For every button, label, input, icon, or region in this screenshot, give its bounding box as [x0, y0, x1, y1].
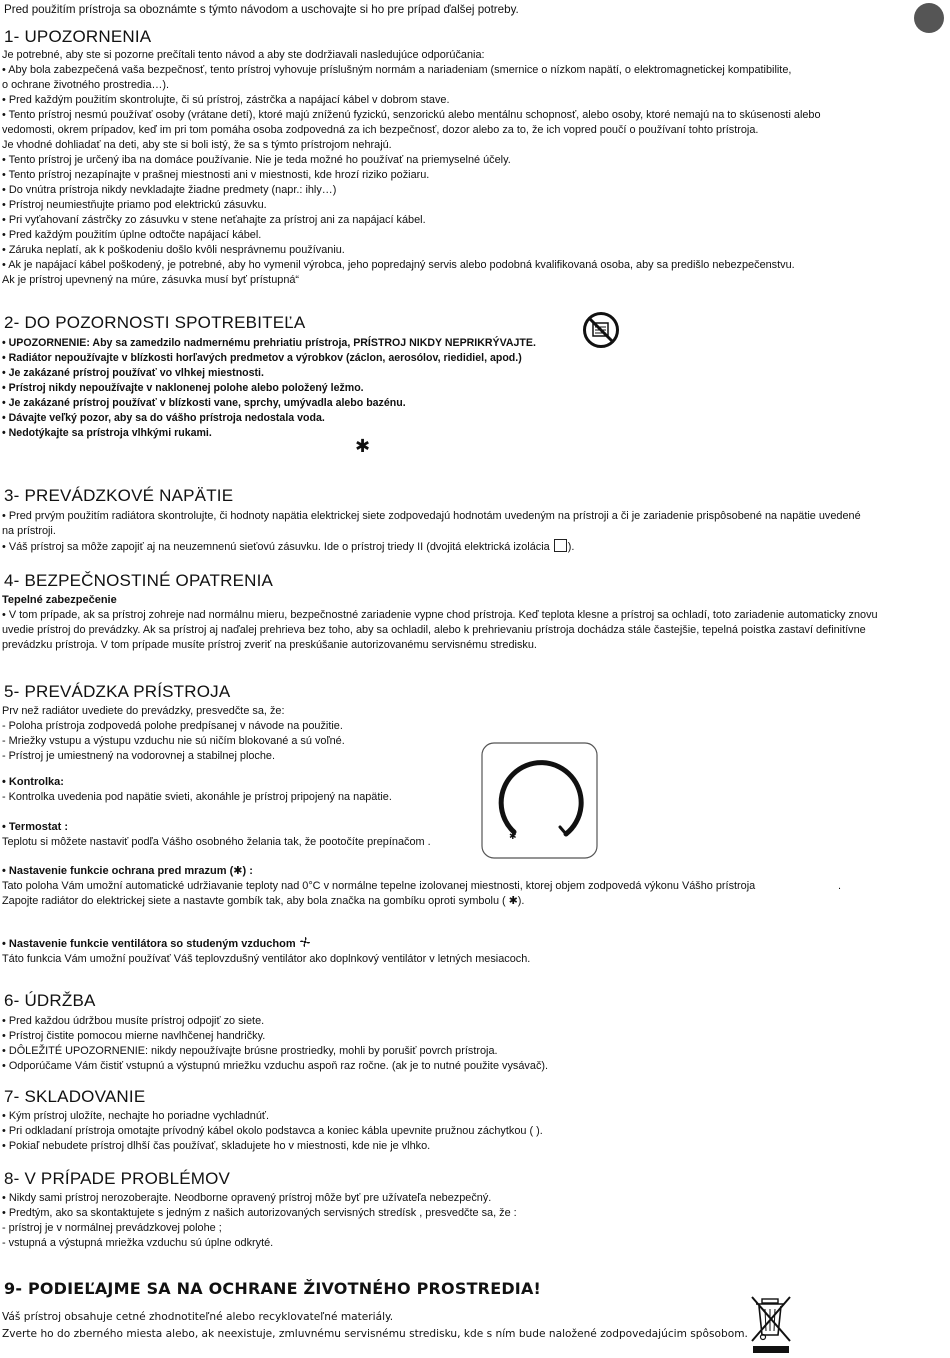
s4-line: uvedie prístroj do prevádzky. Ak sa prístroj aj naďalej prehrieva bez toho, aby sa ochladil, alebo k prehrievaniu prístroja dochádza stále častejšie, tepelná poistka zastaví definitívne [2, 624, 866, 636]
s2-line: • Je zakázané prístroj používať v blízkosti vane, sprchy, umývadla alebo bazénu. [2, 397, 406, 409]
s1-line: • Aby bola zabezpečená vaša bezpečnosť, tento prístroj vyhovuje príslušným normám a nariadeniam (smernice o nízkom napätí, o elektromagnetickej kompatibilite, [2, 64, 792, 76]
s3-line: • Pred prvým použitím radiátora skontrolujte, či hodnoty napätia elektrickej siete zodpovedajú hodnotám uvedeným na prístroji a či je zariadenie prispôsobené na napätie uvedené [2, 510, 861, 522]
s1-line: • Pred každým použitím úplne odtočte napájací kábel. [2, 229, 262, 241]
section-3-title: 3- PREVÁDZKOVÉ NAPÄTIE [4, 486, 234, 505]
frost-block [2, 864, 942, 909]
section-9-title: 9- PODIEĽAJME SA NA OCHRANE ŽIVOTNÉHO PROSTREDIA! [4, 1279, 542, 1298]
s1-line: Ak je prístroj upevnený na múre, zásuvka musí byť prístupná“ [2, 274, 300, 286]
section-2-title: 2- DO POZORNOSTI SPOTREBITEĽA [4, 313, 306, 332]
s9-line: Váš prístroj obsahuje cetné zhodnotiteľné alebo recyklovateľné materiály. [2, 1311, 394, 1323]
s4-line: prevádzku prístroja. V tom prípade musíte prístroj zveriť na preskúšanie autorizovanému servisnému stredisku. [2, 639, 537, 651]
termostat-title: • Termostat : [2, 821, 68, 833]
section-1-title: 1- UPOZORNENIA [4, 27, 152, 46]
svg-text:✱: ✱ [509, 832, 517, 842]
frost-title: • Nastavenie funkcie ochrana pred mrazum (✱) : [2, 865, 253, 877]
section-3-body [2, 509, 942, 555]
s6-line: • Pred každou údržbou musíte prístroj odpojiť zo siete. [2, 1015, 265, 1027]
s1-line: • Do vnútra prístroja nikdy nevkladajte žiadne predmety (napr.: ihly…) [2, 184, 337, 196]
s4-subtitle: Tepelné zabezpečenie [2, 594, 117, 606]
section-7-title: 7- SKLADOVANIE [4, 1087, 146, 1106]
vent-text: Táto funkcia Vám umožní používať Váš teplovzdušný ventilátor ako doplnkový ventilátor v letných mesiacoch. [2, 953, 531, 965]
section-6-body [2, 1014, 942, 1074]
kontrolka-block [2, 775, 482, 805]
s6-line: • Odporúčame Vám čistiť vstupnú a výstupnú mriežku vzduchu aspoň raz ročne. (ak je to nutné použite vysávač). [2, 1060, 549, 1072]
s5-line: - Mriežky vstupu a výstupu vzduchu nie sú ničím blokované a sú voľné. [2, 735, 345, 747]
s1-line: • Pri vyťahovaní zástrčky zo zásuvku v stene neťahajte za prístroj ani za napájací kábel. [2, 214, 426, 226]
vent-title [2, 936, 942, 952]
s8-line: - vstupná a výstupná mriežka vzduchu sú úplne odkryté. [2, 1237, 274, 1249]
s1-line: • Tento prístroj je určený iba na domáce používanie. Nie je teda možné ho používať na priemyselné účely. [2, 154, 511, 166]
frost-text-1 [2, 879, 942, 894]
termostat-block [2, 820, 482, 850]
intro-text: Pred použitím prístroja sa oboznámte s týmto návodom a uschovajte si ho pre prípad ďalšej potreby. [4, 3, 519, 16]
section-8-body [2, 1191, 942, 1251]
s1-line: vedomosti, okrem prípadov, keď im pri tom pomáha osoba zodpovedná za ich bezpečnosť, dozor alebo za to, že ich vopred poučí o používaní tohto prístroja. [2, 124, 759, 136]
s1-line: • Tento prístroj nezapínajte v prašnej miestnosti ani v miestnosti, kde hrozí riziko požiaru. [2, 169, 430, 181]
vent-title-text: • Nastavenie funkcie ventilátora so studeným vzduchom [2, 938, 296, 950]
s6-line: • Prístroj čistite pomocou mierne navlhčenej handričky. [2, 1030, 266, 1042]
s2-line: • Je zakázané prístroj používať vo vlhkej miestnosti. [2, 367, 264, 379]
frost-text-2: Zapojte radiátor do elektrickej siete a nastavte gombík tak, aby bola značka na gombíku oproti symbolu ( ✱). [2, 895, 525, 907]
s1-line: • Prístroj neumiestňujte priamo pod elektrickú zásuvku. [2, 199, 267, 211]
fan-icon [299, 936, 311, 948]
s7-line: • Pri odkladaní prístroja omotajte prívodný kábel okolo podstavca a koniec kábla upevnite pružnou záchytkou ( ). [2, 1125, 543, 1137]
frost-text-1a: Tato poloha Vám umožní automatické udržiavanie teploty nad 0°C v normálne tepelne izolovanej miestnosti, ktorej objem zodpovedá výkonu Vášho prístroja [2, 880, 756, 892]
s1-line: Je vhodné dohliadať na deti, aby ste si boli istý, že sa s týmto prístrojom nehrajú. [2, 139, 392, 151]
section-2-body [2, 336, 942, 441]
s3-line: na prístroji. [2, 525, 56, 537]
section-4-title: 4- BEZPEČNOSTINÉ OPATRENIA [4, 571, 274, 590]
s5-line: - Prístroj je umiestnený na vodorovnej a stabilnej ploche. [2, 750, 276, 762]
section-8-title: 8- V PRÍPADE PROBLÉMOV [4, 1169, 231, 1188]
s1-line: • Pred každým použitím skontrolujte, či sú prístroj, zástrčka a napájací kábel v dobrom stave. [2, 94, 450, 106]
s2-line: • Nedotýkajte sa prístroja vlhkými rukami. [2, 427, 212, 439]
s2-line: • Prístroj nikdy nepoužívajte v naklonenej polohe alebo položený ležmo. [2, 382, 364, 394]
s1-line: o ochrane životného prostredia…). [2, 79, 170, 91]
s3-line [2, 539, 942, 555]
s7-line: • Pokiaľ nebudete prístroj dlhší čas používať, skladujete ho v miestnosti, kde nie je vlhko. [2, 1140, 431, 1152]
frost-symbol: ✱ [355, 436, 371, 456]
s7-line: • Kým prístroj uložíte, nechajte ho poriadne vychladnúť. [2, 1110, 269, 1122]
section-4-body [2, 593, 942, 653]
s1-line: • Záruka neplatí, ak k poškodeniu došlo kvôli nesprávnemu používaniu. [2, 244, 345, 256]
s6-line: • DÔLEŽITÉ UPOZORNENIE: nikdy nepoužívajte brúsne prostriedky, mohli by porušiť povrch prístroja. [2, 1045, 498, 1057]
s5-line: - Poloha prístroja zodpovedá polohe predpísanej v návode na použitie. [2, 720, 343, 732]
s5-line: Prv než radiátor uvediete do prevádzky, presvedčte sa, že: [2, 705, 285, 717]
kontrolka-text: - Kontrolka uvedenia pod napätie svieti, akonáhle je prístroj pripojený na napätie. [2, 791, 392, 803]
frost-text-1b: . [838, 880, 842, 892]
section-7-body [2, 1109, 942, 1154]
section-1-body [2, 48, 942, 288]
s1-line: Je potrebné, aby ste si pozorne prečítali tento návod a aby ste dodržiavali nasledujúce odporúčania: [2, 49, 485, 61]
s3-line-text: • Váš prístroj sa môže zapojiť aj na neuzemnenú sieťovú zásuvku. Ide o prístroj triedy II (dvojitá elektrická izolácia [2, 541, 550, 553]
s8-line: - prístroj je v normálnej prevádzkovej polohe ; [2, 1222, 222, 1234]
s2-line: • Dávajte veľký pozor, aby sa do vášho prístroja nedostala voda. [2, 412, 325, 424]
s8-line: • Predtým, ako sa skontaktujete s jedným z našich autorizovaných servisných stredísk , presvedčte sa, že : [2, 1207, 517, 1219]
s1-line: • Tento prístroj nesmú používať osoby (vrátane detí), ktoré majú zníženú fyzickú, senzorickú alebo mentálnu schopnosť, alebo osoby, ktoré nemajú na to skúsenosti alebo [2, 109, 821, 121]
page-marker-dot [914, 3, 944, 33]
s3-line-end: ). [567, 541, 575, 553]
section-5-intro [2, 704, 482, 764]
s8-line: • Nikdy sami prístroj nerozoberajte. Neodborne opravený prístroj môže byť pre užívateľa nebezpečný. [2, 1192, 492, 1204]
s2-line: • Radiátor nepoužívajte v blízkosti horľavých predmetov a výrobkov (záclon, aerosólov, riedidiel, apod.) [2, 352, 522, 364]
section-6-title: 6- ÚDRŽBA [4, 991, 96, 1010]
crossed-bin-icon [748, 1293, 794, 1355]
s4-line: • V tom prípade, ak sa prístroj zohreje nad normálnu mieru, bezpečnostné zariadenie vypne chod prístroja. Keď teplota klesne a prístroj sa ochladí, toto zariadenie automaticky znovu [2, 609, 878, 621]
thermostat-dial-icon [480, 741, 599, 860]
class-ii-icon [554, 539, 567, 552]
kontrolka-title: • Kontrolka: [2, 776, 64, 788]
s9-line: Zverte ho do zberného miesta alebo, ak neexistuje, zmluvnému servisnému stredisku, kde s ním bude naložené zodpovedajúcim spôsobom. [2, 1328, 748, 1340]
s1-line: • Ak je napájací kábel poškodený, je potrebné, aby ho vymenil výrobca, jeho popredajný servis alebo podobná kvalifikovaná osoba, aby sa predišlo nebezpečenstvu. [2, 259, 795, 271]
vent-block [2, 936, 942, 967]
section-9-body [2, 1309, 942, 1343]
termostat-text: Teplotu si môžete nastaviť podľa Vášho osobného želania tak, že pootočíte prepínačom . [2, 836, 431, 848]
section-5-title: 5- PREVÁDZKA PRÍSTROJA [4, 682, 231, 701]
s2-line: • UPOZORNENIE: Aby sa zamedzilo nadmernému prehriatiu prístroja, PRÍSTROJ NIKDY NEPRIKRÝVAJTE. [2, 337, 536, 349]
